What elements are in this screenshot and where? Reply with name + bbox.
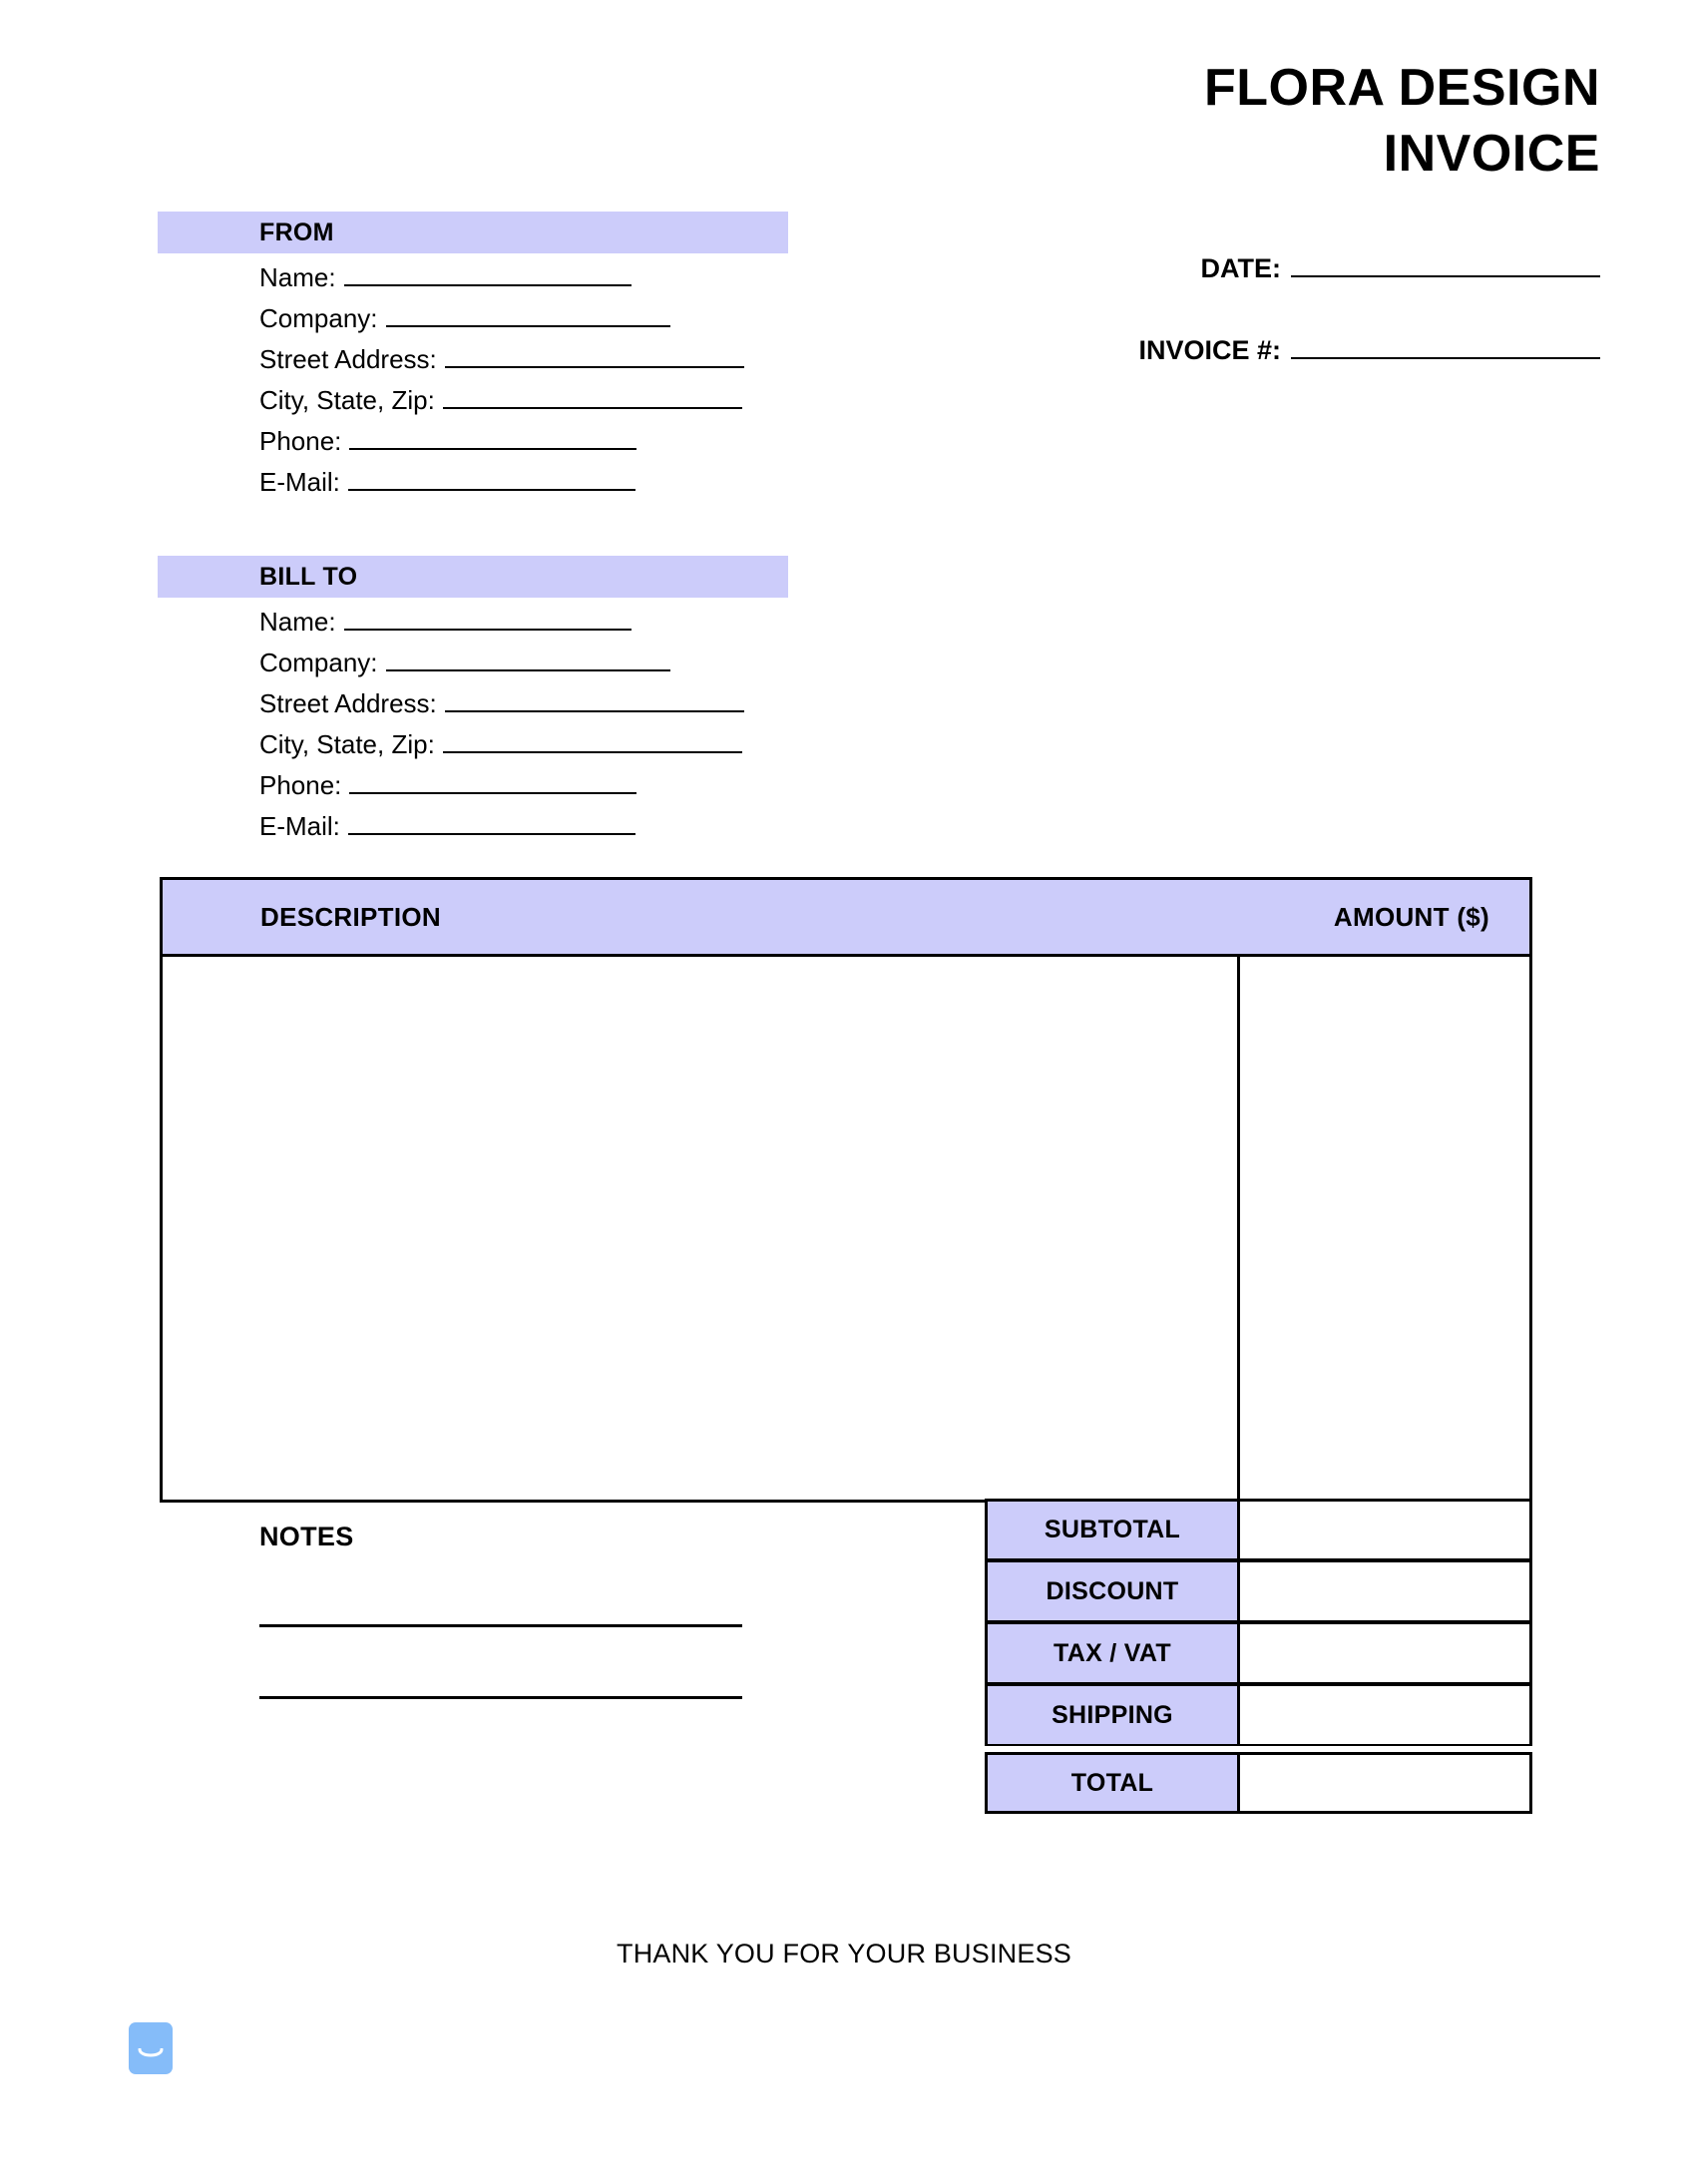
discount-value[interactable] <box>1240 1560 1532 1622</box>
bill-to-heading-band <box>158 556 788 598</box>
bill-to-city-row <box>259 729 788 770</box>
bill-to-street-row <box>259 688 788 729</box>
from-name-input[interactable] <box>344 262 632 286</box>
title-line-document-type: INVOICE <box>1383 125 1600 183</box>
thank-you-message: THANK YOU FOR YOUR BUSINESS <box>617 1939 1071 1968</box>
shipping-label: SHIPPING <box>985 1684 1240 1746</box>
invoice-number-row <box>1042 334 1600 366</box>
line-items-description-area[interactable] <box>163 957 1240 1500</box>
bill-to-city-input[interactable] <box>443 729 742 753</box>
from-company-input[interactable] <box>386 303 670 327</box>
from-email-label: E-Mail: <box>259 467 340 497</box>
notes-heading: NOTES <box>259 1522 354 1551</box>
from-heading: FROM <box>259 218 334 246</box>
bill-to-section <box>158 556 788 852</box>
line-items-amount-area[interactable] <box>1240 957 1529 1500</box>
bill-to-phone-row <box>259 770 788 811</box>
page-title <box>1204 59 1600 183</box>
from-section <box>158 212 788 508</box>
notes-line-1[interactable] <box>259 1624 742 1627</box>
notes-line-2[interactable] <box>259 1696 742 1699</box>
tax-vat-label: TAX / VAT <box>985 1622 1240 1684</box>
line-items-table <box>160 877 1532 1503</box>
from-company-label: Company: <box>259 303 378 333</box>
invoice-number-input[interactable] <box>1291 334 1600 359</box>
line-items-body <box>163 957 1529 1500</box>
column-header-amount: AMOUNT ($) <box>1333 901 1489 932</box>
totals-row-shipping <box>985 1684 1532 1746</box>
from-company-row <box>259 303 788 344</box>
bill-to-fields <box>158 598 788 852</box>
from-street-row <box>259 344 788 385</box>
bill-to-city-label: City, State, Zip: <box>259 729 435 759</box>
total-label: TOTAL <box>985 1752 1240 1814</box>
bill-to-phone-label: Phone: <box>259 770 342 800</box>
bill-to-name-row <box>259 607 788 648</box>
bill-to-name-input[interactable] <box>344 607 632 631</box>
from-name-row <box>259 262 788 303</box>
bill-to-email-input[interactable] <box>348 811 635 835</box>
subtotal-label: SUBTOTAL <box>985 1499 1240 1560</box>
from-street-label: Street Address: <box>259 344 437 374</box>
from-city-input[interactable] <box>443 385 742 409</box>
from-email-input[interactable] <box>348 467 635 491</box>
line-items-header <box>163 880 1529 957</box>
bill-to-company-label: Company: <box>259 648 378 677</box>
date-label: DATE: <box>1200 253 1281 283</box>
bill-to-street-input[interactable] <box>445 688 744 712</box>
from-email-row <box>259 467 788 508</box>
from-phone-label: Phone: <box>259 426 342 456</box>
from-fields <box>158 253 788 508</box>
from-heading-band <box>158 212 788 253</box>
totals-row-discount <box>985 1560 1532 1622</box>
from-city-label: City, State, Zip: <box>259 385 435 415</box>
total-value[interactable] <box>1240 1752 1532 1814</box>
subtotal-value[interactable] <box>1240 1499 1532 1560</box>
totals-row-total <box>985 1752 1532 1814</box>
totals-section <box>985 1499 1532 1814</box>
invoice-number-label: INVOICE #: <box>1138 335 1281 365</box>
date-input[interactable] <box>1291 252 1600 277</box>
from-phone-row <box>259 426 788 467</box>
bill-to-email-row <box>259 811 788 852</box>
totals-row-subtotal <box>985 1499 1532 1560</box>
bill-to-heading: BILL TO <box>259 562 358 591</box>
discount-label: DISCOUNT <box>985 1560 1240 1622</box>
shipping-value[interactable] <box>1240 1684 1532 1746</box>
bill-to-phone-input[interactable] <box>349 770 636 794</box>
bill-to-street-label: Street Address: <box>259 688 437 718</box>
bill-to-company-row <box>259 648 788 688</box>
from-phone-input[interactable] <box>349 426 636 450</box>
from-street-input[interactable] <box>445 344 744 368</box>
notes-section <box>259 1522 758 1699</box>
totals-row-tax-vat <box>985 1622 1532 1684</box>
column-header-description: DESCRIPTION <box>260 901 441 932</box>
smile-badge-icon <box>129 2022 173 2074</box>
date-row <box>1042 252 1600 284</box>
bill-to-company-input[interactable] <box>386 648 670 671</box>
bill-to-email-label: E-Mail: <box>259 811 340 841</box>
title-line-company: FLORA DESIGN <box>1204 59 1600 117</box>
bill-to-name-label: Name: <box>259 607 336 637</box>
tax-vat-value[interactable] <box>1240 1622 1532 1684</box>
from-name-label: Name: <box>259 262 336 292</box>
from-city-row <box>259 385 788 426</box>
invoice-meta <box>1042 252 1600 366</box>
